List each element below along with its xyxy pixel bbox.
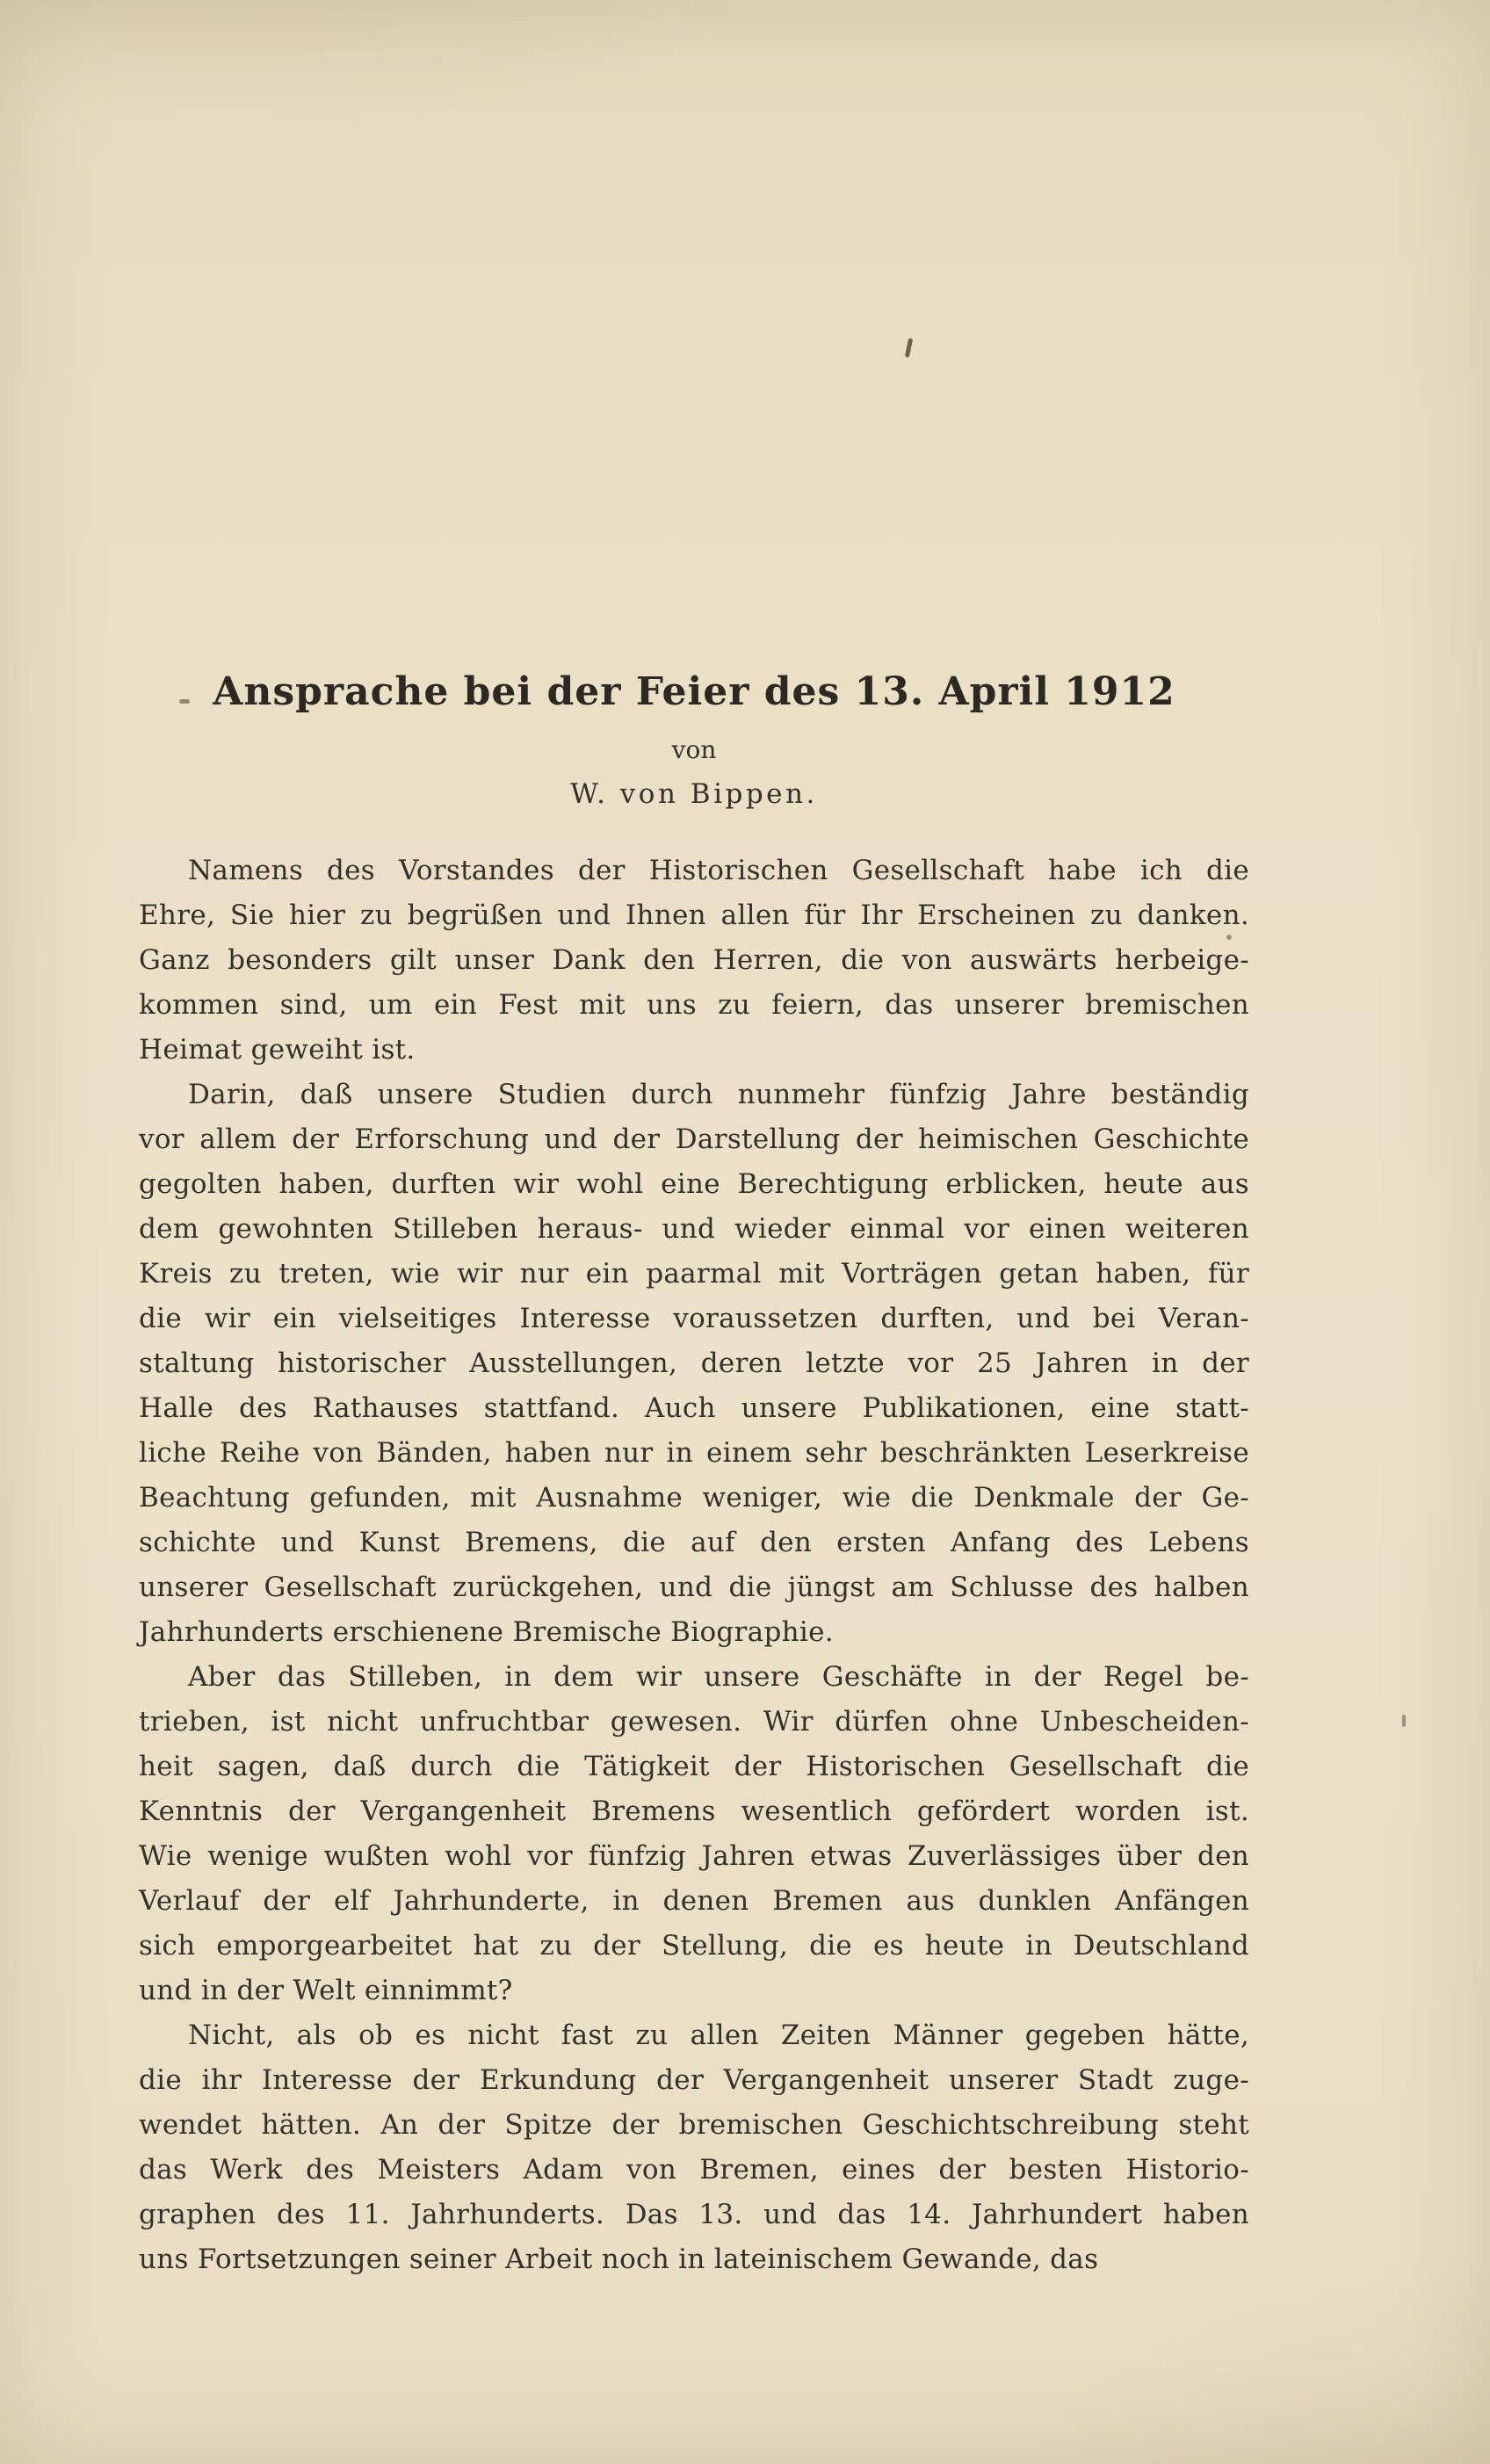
text-line: wendet hätten. An der Spitze der bremischen Geschichtschreibung steht	[139, 2109, 1249, 2141]
text-line: heit sagen, daß durch die Tätigkeit der Historischen Gesellschaft die	[139, 1751, 1249, 1782]
text-line: Namens des Vorstandes der Historischen Gesellschaft habe ich die	[188, 855, 1249, 886]
text-line: liche Reihe von Bänden, haben nur in einem sehr beschränkten Leserkreise	[139, 1437, 1249, 1469]
text-line: graphen des 11. Jahrhunderts. Das 13. und das 14. Jahrhundert haben	[139, 2199, 1249, 2230]
text-line: gegolten haben, durften wir wohl eine Berechtigung erblicken, heute aus	[139, 1168, 1249, 1200]
text-line: Heimat geweiht ist.	[139, 1034, 416, 1066]
text-line: staltung historischer Ausstellungen, deren letzte vor 25 Jahren in der	[139, 1348, 1249, 1379]
text-line: Darin, daß unsere Studien durch nunmehr fünfzig Jahre beständig	[188, 1079, 1249, 1110]
text-line: Aber das Stilleben, in dem wir unsere Geschäfte in der Regel be-	[188, 1661, 1249, 1693]
body-text	[139, 849, 1249, 2282]
text-line: dem gewohnten Stilleben heraus- und wieder einmal vor einen weiteren	[139, 1213, 1249, 1245]
text-line: das Werk des Meisters Adam von Bremen, eines der besten Historio-	[139, 2154, 1249, 2186]
text-line: die ihr Interesse der Erkundung der Vergangenheit unserer Stadt zuge-	[139, 2064, 1249, 2096]
scan-speck-top	[905, 338, 913, 358]
text-line: Beachtung gefunden, mit Ausnahme weniger, wie die Denkmale der Ge-	[139, 1482, 1249, 1514]
page-title: Ansprache bei der Feier des 13. April 1912	[213, 669, 1175, 714]
text-line: Kreis zu treten, wie wir nur ein paarmal mit Vorträgen getan haben, für	[139, 1258, 1249, 1290]
text-block	[139, 669, 1249, 2282]
author-name: W. von Bippen.	[570, 778, 818, 810]
text-line: Wie wenige wußten wohl vor fünfzig Jahren etwas Zuverlässiges über den	[139, 1840, 1249, 1872]
text-line: Nicht, als ob es nicht fast zu allen Zeiten Männer gegeben hätte,	[188, 2020, 1249, 2051]
text-line: uns Fortsetzungen seiner Arbeit noch in lateinischem Gewande, das	[139, 2244, 1099, 2275]
text-line: kommen sind, um ein Fest mit uns zu feiern, das unserer bremischen	[139, 989, 1249, 1021]
text-line: Kenntnis der Vergangenheit Bremens wesentlich gefördert worden ist.	[139, 1796, 1249, 1827]
text-line: Verlauf der elf Jahrhunderte, in denen Bremen aus dunklen Anfängen	[139, 1885, 1249, 1917]
text-line: unserer Gesellschaft zurückgehen, und die jüngst am Schlusse des halben	[139, 1572, 1249, 1603]
text-line: Ehre, Sie hier zu begrüßen und Ihnen allen für Ihr Erscheinen zu danken.	[139, 900, 1249, 931]
text-line: sich emporgearbeitet hat zu der Stellung, die es heute in Deutschland	[139, 1930, 1249, 1962]
text-line: trieben, ist nicht unfruchtbar gewesen. Wir dürfen ohne Unbescheiden-	[139, 1706, 1249, 1738]
text-line: vor allem der Erforschung und der Darstellung der heimischen Geschichte	[139, 1124, 1249, 1155]
text-line: die wir ein vielseitiges Interesse voraussetzen durften, und bei Veran-	[139, 1303, 1249, 1334]
text-line: schichte und Kunst Bremens, die auf den ersten Anfang des Lebens	[139, 1527, 1249, 1558]
text-line: Jahrhunderts erschienene Bremische Biographie.	[139, 1616, 834, 1648]
text-line: und in der Welt einnimmt?	[139, 1975, 513, 2006]
byline: von	[671, 735, 717, 764]
scan-speck-right-margin	[1402, 1715, 1406, 1727]
text-line: Halle des Rathauses stattfand. Auch unsere Publikationen, eine statt-	[139, 1392, 1249, 1424]
text-line: Ganz besonders gilt unser Dank den Herren, die von auswärts herbeige-	[139, 944, 1249, 976]
